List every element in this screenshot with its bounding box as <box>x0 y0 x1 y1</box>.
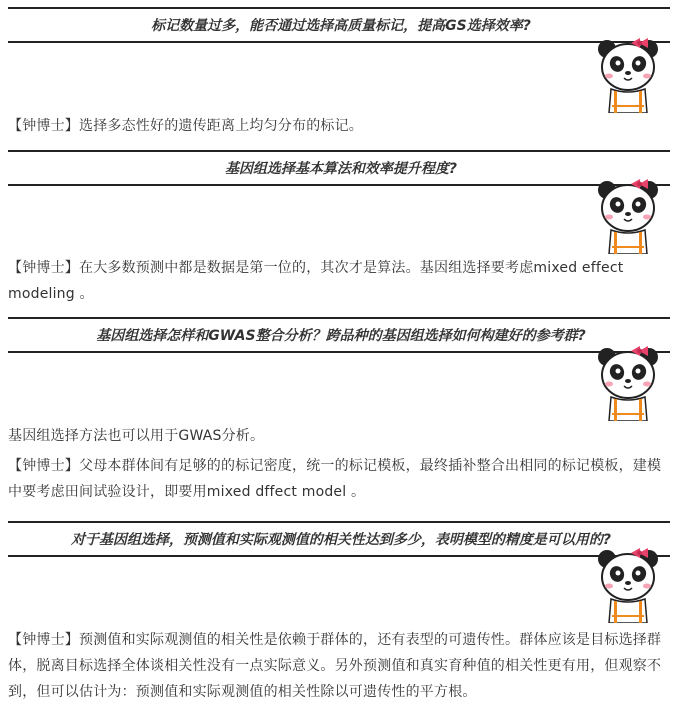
answer-paragraph: 基因组选择方法也可以用于GWAS分析。 <box>8 428 265 444</box>
question-text: 标记数量过多，能否通过选择高质量标记，提高GS选择效率? <box>151 18 531 34</box>
question-text: 基因组选择基本算法和效率提升程度? <box>224 161 458 177</box>
panda-mascot-icon <box>593 343 663 421</box>
answer-paragraph: 【钟博士】在大多数预测中都是数据是第一位的，其次才是算法。基因组选择要考虑mixed effect modeling 。 <box>8 260 624 302</box>
answer-paragraph: 【钟博士】选择多态性好的遗传距离上均匀分布的标记。 <box>8 118 363 134</box>
question-text: 基因组选择怎样和GWAS整合分析？跨品种的基因组选择如何构建好的参考群? <box>96 328 586 344</box>
answer-paragraph: 【钟博士】预测值和实际观测值的相关性是依赖于群体的，还有表型的可遗传性。群体应该是目标选择群体，脱离目标选择全体谈相关性没有一点实际意义。另外预测值和真实育种值的相关性更有用，但观察不到，但可以估计为：预测值和实际观测值的相关性除以可遗传性的平方根。 <box>8 632 662 700</box>
answer-paragraph: 【钟博士】父母本群体间有足够的的标记密度，统一的标记模板，最终插补整合出相同的标记模板，建模中要考虑田间试验设计，即要用mixed dffect model 。 <box>8 458 662 500</box>
panda-mascot-icon <box>593 545 663 623</box>
question-text: 对于基因组选择，预测值和实际观测值的相关性达到多少，表明模型的精度是可以用的? <box>70 532 612 548</box>
panda-mascot-icon <box>593 176 663 254</box>
panda-mascot-icon <box>593 35 663 113</box>
